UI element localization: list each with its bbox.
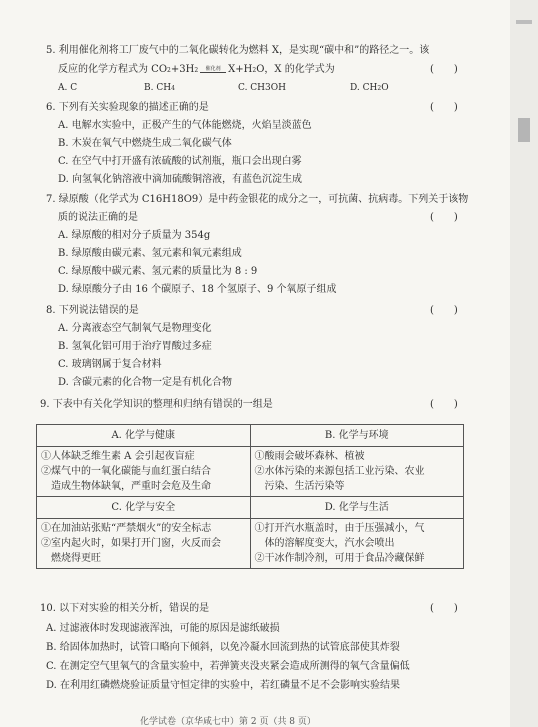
q5-option-b: B. CH4 — [144, 83, 175, 93]
q6-stem: 6. 下列有关实验现象的描述正确的是 — [46, 102, 209, 113]
q5-option-c: C. CH3OH — [238, 83, 286, 93]
table-cell-b: ①酸雨会破坏森林、植被 ②水体污染的来源包括工业污染、农业 污染、生活污染等 — [250, 447, 464, 497]
q6-option-d: D. 向氢氧化钠溶液中滴加硫酸铜溶液，有蓝色沉淀生成 — [58, 174, 303, 185]
q10-answer-paren: ( ) — [430, 603, 458, 614]
scroll-thumb[interactable] — [518, 118, 530, 142]
page-footer: 化学试卷（京华咸七中）第 2 页（共 8 页） — [140, 717, 316, 727]
q8-stem: 8. 下列说法错误的是 — [46, 305, 139, 316]
q9-answer-paren: ( ) — [430, 399, 458, 410]
q9-stem: 9. 下表中有关化学知识的整理和归纳有错误的一组是 — [40, 399, 273, 410]
q8-answer-paren: ( ) — [430, 305, 458, 316]
q8-option-d: D. 含碳元素的化合物一定是有机化合物 — [58, 377, 233, 388]
table-head-b: B. 化学与环境 — [250, 425, 464, 447]
q7-answer-paren: ( ) — [430, 212, 458, 223]
knowledge-summary-table — [36, 424, 464, 569]
q5-options — [58, 81, 389, 96]
table-head-a: A. 化学与健康 — [37, 425, 251, 447]
scroll-top-marker — [516, 20, 532, 24]
q8-option-a: A. 分离液态空气制氧气是物理变化 — [58, 323, 212, 334]
q5-stem-line2: 反应的化学方程式为 CO2+3H2 催化剂 X+H2O，X 的化学式为 — [58, 64, 335, 75]
q7-option-b: B. 绿原酸由碳元素、氢元素和氧元素组成 — [58, 248, 242, 259]
q6-option-c: C. 在空气中打开盛有浓硫酸的试剂瓶，瓶口会出现白雾 — [58, 156, 302, 167]
q7-stem-line1: 7. 绿原酸（化学式为 C16H18O9）是中药金银花的成分之一，可抗菌、抗病毒。下列关于该物 — [46, 194, 469, 205]
q6-option-b: B. 木炭在氧气中燃烧生成二氧化碳气体 — [58, 138, 232, 149]
table-head-d: D. 化学与生活 — [250, 497, 464, 519]
q10-stem: 10. 以下对实验的相关分析，错误的是 — [40, 603, 210, 614]
q8-option-b: B. 氢氧化铝可用于治疗胃酸过多症 — [58, 341, 212, 352]
q5-option-a: A. C — [58, 83, 78, 93]
table-cell-c: ①在加油站张贴“严禁烟火”的安全标志 ②室内起火时，如果打开门窗，火反而会 燃烧得更旺 — [37, 519, 251, 569]
q7-option-c: C. 绿原酸中碳元素、氢元素的质量比为 8 : 9 — [58, 266, 258, 277]
q7-option-a: A. 绿原酸的相对分子质量为 354g — [58, 230, 211, 241]
table-cell-d: ①打开汽水瓶盖时，由于压强减小，气 体的溶解度变大，汽水会喷出 ②干冰作制冷剂，可用于食品冷藏保鲜 — [250, 519, 464, 569]
q6-answer-paren: ( ) — [430, 102, 458, 113]
q5-option-d: D. CH2O — [350, 83, 389, 93]
table-cell-a: ①人体缺乏维生素 A 会引起夜盲症 ②煤气中的一氧化碳能与血红蛋白结合 造成生物体缺氧，严重时会危及生命 — [37, 447, 251, 497]
q10-option-a: A. 过滤液体时发现滤液浑浊，可能的原因是滤纸破损 — [46, 623, 280, 634]
vertical-scrollbar[interactable] — [510, 0, 538, 727]
reaction-condition: 催化剂 — [200, 66, 226, 73]
q8-option-c: C. 玻璃钢属于复合材料 — [58, 359, 162, 370]
table-head-c: C. 化学与安全 — [37, 497, 251, 519]
q10-option-b: B. 给固体加热时，试管口略向下倾斜，以免冷凝水回流到热的试管底部使其炸裂 — [46, 642, 400, 653]
q10-option-d: D. 在利用红磷燃烧验证质量守恒定律的实验中，若红磷量不足不会影响实验结果 — [46, 680, 401, 691]
q5-stem-line1: 5. 利用催化剂将工厂废气中的二氧化碳转化为燃料 X，是实现“碳中和”的路径之一。该 — [46, 45, 430, 56]
q10-option-c: C. 在测定空气里氧气的含量实验中，若弹簧夹没夹紧会造成所测得的氧气含量偏低 — [46, 661, 410, 672]
q6-option-a: A. 电解水实验中，正极产生的气体能燃烧，火焰呈淡蓝色 — [58, 120, 312, 131]
q7-option-d: D. 绿原酸分子由 16 个碳原子、18 个氢原子、9 个氧原子组成 — [58, 284, 337, 295]
q5-answer-paren: ( ) — [430, 64, 458, 75]
q7-stem-line2: 质的说法正确的是 — [58, 212, 138, 223]
